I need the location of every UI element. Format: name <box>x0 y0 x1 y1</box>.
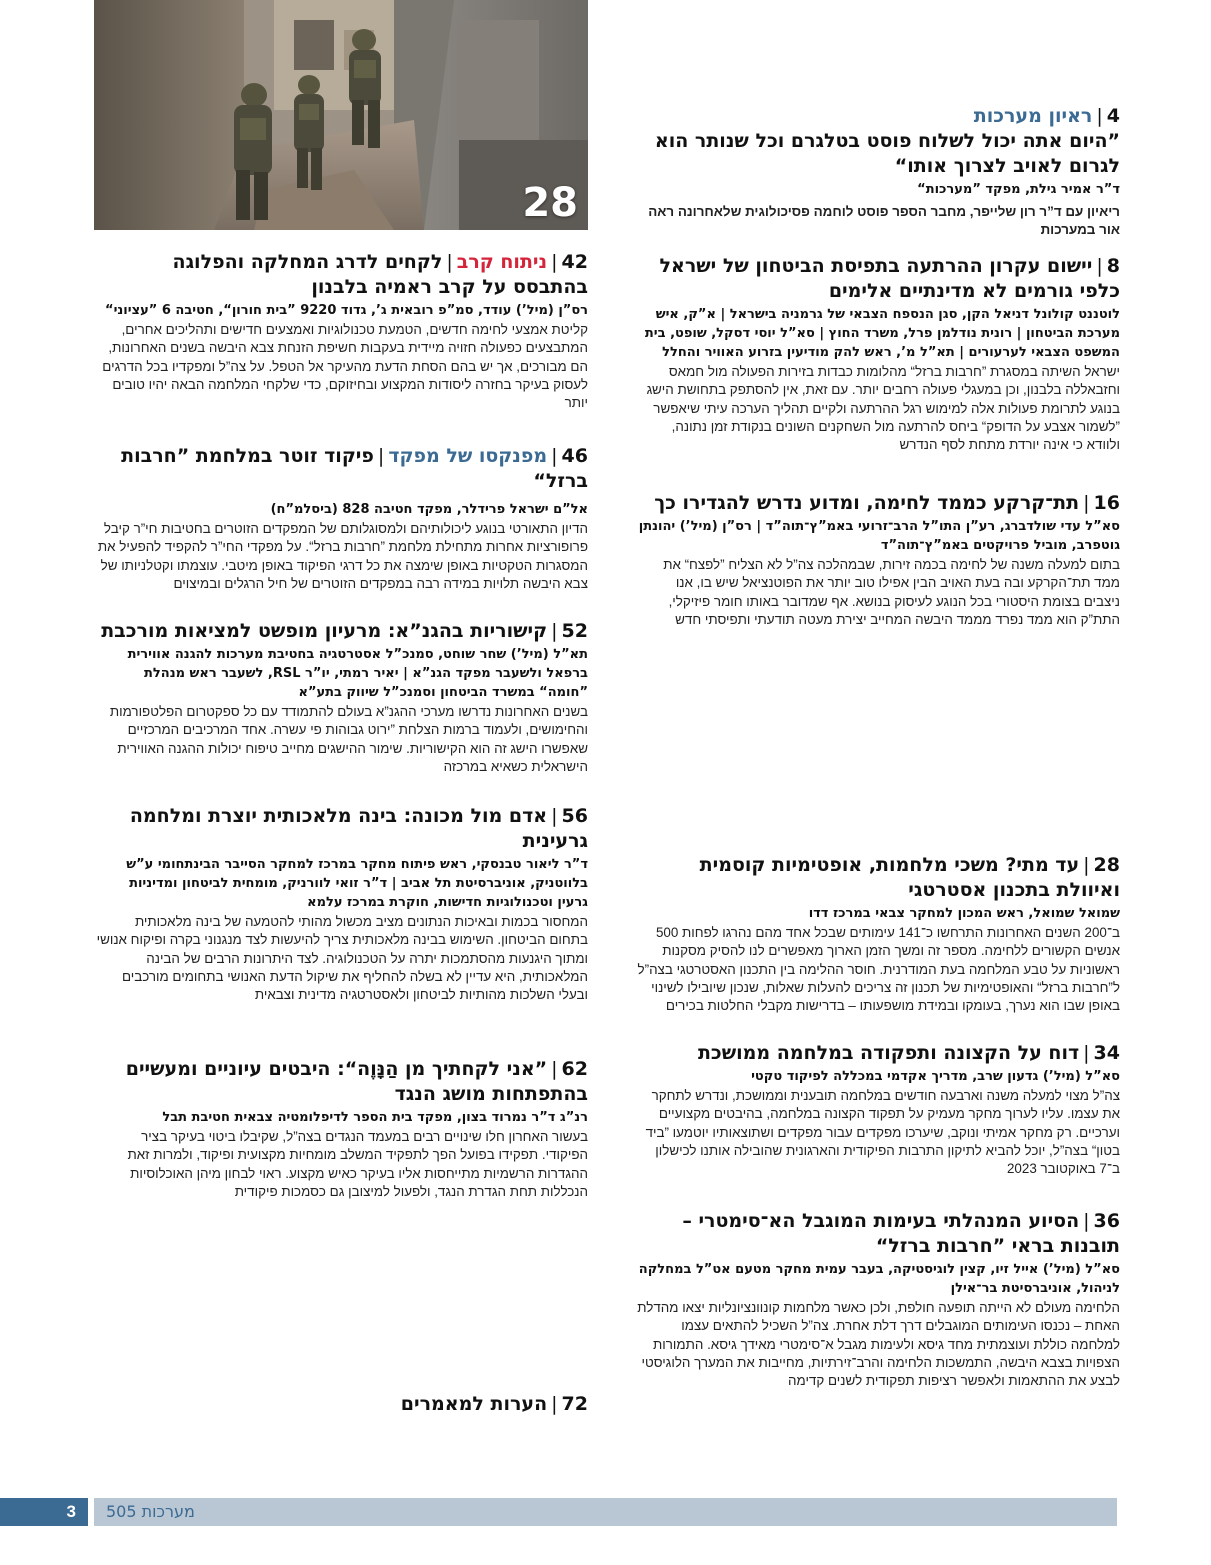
entry-category: ניתוח קרב <box>456 251 548 273</box>
toc-entry-72[interactable] <box>96 1392 588 1417</box>
toc-entry-28[interactable] <box>636 853 1120 1015</box>
toc-right-column <box>636 0 1120 1490</box>
entry-author: רס”ן (מיל’) עודד, סמ”פ רובאית ג’, גדוד 9220 ”בית חורון“, חטיבה 6 ”עציוני“ <box>105 303 588 318</box>
entry-title <box>96 250 588 300</box>
photo-page-number: 28 <box>522 180 578 226</box>
separator: | <box>551 805 558 827</box>
entry-page-number: 36 <box>1093 1210 1120 1232</box>
entry-title <box>96 444 588 494</box>
entry-title: ”היום אתה יכול לשלוח פוסט בטלגרם וכל שנותר הוא לגרום לאויב לצרוך אותו“ <box>654 130 1120 177</box>
separator: | <box>1096 105 1103 127</box>
separator: | <box>551 251 558 273</box>
entry-author: תא”ל (מיל’) שחר שוחט, סמנכ”ל אסטרטגיה בחטיבת מערכות להגנה אווירית ברפאל ולשעבר מפקד הגנ”א | יאיר רמתי, יו”ר RSL, לשעבר ראש מנהלת ”חומה“ במשרד הביטחון וסמנכ”ל שיווק בתע”א <box>127 647 588 700</box>
toc-entry-52[interactable] <box>96 619 588 776</box>
entry-title-text: יישום עקרון ההרתעה בתפיסת הביטחון של ישראל כלפי גורמים לא מדינתיים אלימים <box>659 255 1120 302</box>
page-number-box <box>0 1498 88 1526</box>
entry-title <box>636 254 1120 304</box>
toc-entry-16[interactable] <box>636 491 1120 629</box>
entry-title-text: קישוריות בהגנ”א: מרעיון מופשט למציאות מורכבת <box>101 620 548 642</box>
entry-description: הלחימה מעולם לא הייתה תופעה חולפת, ולכן כאשר מלחמות קונוונציונליות יצאו מהדלת האחת – נכנסו העימותים המוגבלים דרך דלת אחרת. צה”ל השכיל להתאים עצמו למלחמה כוללת ועוצמתית מחד גיסא ולעימות מגבל א־סימטרי מאידך גיסא. התמורות הצפויות בצבא היבשה, התמשכות הלחימה והרב־זירתיות, מחייבות את המערך הלוגיסטי לבצע את ההתאמות ולאפשר רציפות תפקודית לשנים קדימה <box>637 1300 1120 1389</box>
entry-author: לוטננט קולונל דניאל הקן, סגן הנספח הצבאי של גרמניה בישראל | א”ק, איש מערכת הביטחון | רונית נודלמן פרל, משרד החוץ | סא”ל יוסי דסקל, שופט, בית המשפט הצבאי לערעורים | תא”ל מ’, ראש להק מודיעין בזרוע האוויר והחלל <box>644 307 1120 360</box>
entry-page-number: 52 <box>561 620 588 642</box>
separator: | <box>1083 1210 1090 1232</box>
separator: | <box>1096 255 1103 277</box>
entry-page-number: 56 <box>561 805 588 827</box>
entry-author: ד”ר אמיר גילת, מפקד ”מערכות“ <box>917 182 1120 197</box>
entry-description: בשנים האחרונות נדרשו מערכי ההגנ”א בעולם להתמודד עם כל ספקטרום הפלטפורמות והחימושים, ולעמוד ברמות הצלחת ”ירוט גבוהות פי עשרה. אחד המרכיבים המרכזיים שאפשרו הישג זה הוא הקישוריות. שימור ההישגים מחייב טיפוח יכולות ההגנה האווירית הישראלית כשאיא במרכזה <box>109 704 588 774</box>
entry-page-number: 62 <box>561 1058 588 1080</box>
entry-description: ישראל השיתה במסגרת ”חרבות ברזל“ מהלומות כבדות בזירות הפעולה מול חמאס וחזבאללה בלבנון, וכן במעגלי פעולה רחבים יותר. עם זאת, אין להסתפק בתחושת הישג בנוגע לתרומת פעולות אלה למימוש רגל ההרתעה ולקיים תהליך הערכה עיתי שיאפשר ”לשמור אצבע על הדופק“ ביחס להרתעה מול השחקנים השונים בנקודת זמן נתונה, ולוודא כי אינה יורדת מתחת לסף הנדרש <box>646 364 1120 453</box>
entry-title-text: פיקוד זוטר במלחמת ”חרבות ברזל“ <box>121 445 588 492</box>
entry-author: סא”ל עדי שולדברג, רע”ן התו”ל הרב־זרועי באמ”ץ־תוה”ד | רס”ן (מיל’) יהונתן גוטפרב, מוביל פרויקטים באמ”ץ־תוה”ד <box>638 519 1120 553</box>
separator: | <box>551 1393 558 1415</box>
entry-title <box>96 1392 588 1417</box>
toc-entry-34[interactable] <box>636 1041 1120 1178</box>
separator: | <box>551 620 558 642</box>
entry-page-number: 16 <box>1093 492 1120 514</box>
toc-entry-62[interactable] <box>96 1057 588 1201</box>
entry-category: מפנקסו של מפקד <box>388 445 548 467</box>
entry-title <box>636 853 1120 903</box>
entry-title-text: עד מתי? משכי מלחמות, אופטימיות קוסמית ואיוולת בתכנון אסטרטגי <box>699 854 1120 901</box>
entry-title-text: הערות למאמרים <box>400 1393 548 1415</box>
entry-title <box>636 491 1120 516</box>
entry-title-text: תת־קרקע כממד לחימה, ומדוע נדרש להגדירו כך <box>654 492 1080 514</box>
entry-page-number: 8 <box>1106 255 1120 277</box>
entry-page-number: 28 <box>1093 854 1120 876</box>
entry-category: ראיון מערכות <box>973 105 1093 127</box>
entry-description: צה”ל מצוי למעלה משנה וארבעה חודשים במלחמה תובענית וממושכת, ונדרש לתחקר את עצמו. עליו לערוך מחקר מעמיק על תפקוד הקצונה במלחמה, בהיבטים מקצועיים וערכיים. רק מחקר אמיתי ונוקב, שיערכו מפקדים עבור מפקדים ושתוצאותיו יוטמעו ”ביד בטון“ בצה”ל, יוכל להביא לתיקון התרבות הפיקודית והארגונית שהובילה אותנו לכישלון ב־7 באוקטובר 2023 <box>645 1088 1120 1177</box>
entry-title <box>636 1041 1120 1066</box>
separator: | <box>1083 854 1090 876</box>
entry-author: ד”ר ליאור טבנסקי, ראש פיתוח מחקר במרכז למחקר הסייבר הבינתחומי ע”ש בלווטניק, אוניברסיטת תל אביב | ד”ר זואי לוורניק, מומחית לביטחון ומדיניות גרעין וטכנולוגיות חדישות, חוקרת במרכז עלמא <box>126 857 588 910</box>
entry-author: רנ”ג ד”ר נמרוד בצון, מפקד בית הספר לדיפלומטיה צבאית חטיבת תבל <box>162 1110 588 1125</box>
entry-author: סא”ל (מיל’) גדעון שרב, מדריך אקדמי במכללה לפיקוד טקטי <box>751 1069 1120 1084</box>
entry-description: בתום למעלה משנה של לחימה בכמה זירות, שבמהלכה צה”ל לא הצליח ”לפצח“ את ממד תת־הקרקע ובה בעת האויב הבין אפילו טוב יותר את הפוטנציאל שיש בו, אנו ניצבים בצומת היסטורי בכל הנוגע לעיסוק בנושא. אף שמדובר באותו חומר פיזיקלי, התת”ק הוא ממד נפרד מממד היבשה המחייב יצירת מעטה תודעתי ותפיסתי חדש <box>663 557 1120 627</box>
entry-description: הדיון התאורטי בנוגע ליכולותיהם ולמסוגלותם של המפקדים הזוטרים בחטיבות חי”ר קיבל פרופורציות אחרות מתחילת מלחמת ”חרבות ברזל“. על מפקדי החי”ר להקפיד להפעיל את המסגרות הטקטיות באופן שימצה את כל דרגי הפיקוד באופן מיטבי. עוצמתו וקטלניותו של צבא היבשה תלויות במידה רבה במפקדים הזוטרים של חיל הרגלים ובמיצוים <box>97 521 588 591</box>
separator: | <box>1083 1042 1090 1064</box>
page-footer <box>0 1498 1117 1526</box>
toc-entry-46[interactable] <box>96 444 588 593</box>
toc-entry-8[interactable] <box>636 254 1120 454</box>
toc-entry-42[interactable] <box>96 250 588 412</box>
entry-description: המחסור בכמות ובאיכות הנתונים מציב מכשול מהותי להטמעה של בינה מלאכותית בתחום הביטחון. השימוש בבינה מלאכותית צריך להיעשות לצד מנגנוני בקרה ופיקוח אנושי ומתוך היגנעות מהסתמכות יתרה על הטכנולוגיה. לצד היתרונות הרבים של הבינה המלאכותית, היא עדיין לא בשלה להחליף את שיקול הדעת האנושי בתחומים מורכבים ובעלי השלכות מהותיות לביטחון ולאסטרטגיה מדינית וצבאית <box>96 914 588 1003</box>
entry-title-text: ”אני לקחתיך מן הַנָּוֶה“: היבטים עיוניים ומעשיים בהתפתחות מושג הנגד <box>125 1058 588 1105</box>
entry-title-text: דוח על הקצונה ותפקודה במלחמה ממושכת <box>697 1042 1080 1064</box>
separator: | <box>551 1058 558 1080</box>
entry-title <box>96 1057 588 1107</box>
entry-title-text: לקחים לדרג המחלקה והפלוגה בהתבסס על קרב ראמיה בלבנון <box>172 251 588 298</box>
entry-title <box>96 804 588 854</box>
entry-title <box>636 1209 1120 1259</box>
footer-bar <box>94 1498 1117 1526</box>
toc-entry-36[interactable] <box>636 1209 1120 1390</box>
entry-heading <box>636 104 1120 129</box>
entry-author: סא”ל (מיל’) אייל זיו, קצין לוגיסטיקה, בעבר עמית מחקר מטעם אט”ל במחלקה לניהול, אוניברסיטת בר־אילן <box>638 1262 1120 1296</box>
separator: | <box>377 445 385 467</box>
entry-author: שמואל שמואל, ראש המכון למחקר צבאי במרכז דדו <box>808 906 1120 921</box>
toc-entry-4[interactable] <box>636 104 1120 240</box>
separator: | <box>1083 492 1090 514</box>
entry-page-number: 34 <box>1093 1042 1120 1064</box>
separator: | <box>446 251 453 273</box>
entry-page-number: 72 <box>561 1393 588 1415</box>
toc-entry-56[interactable] <box>96 804 588 1004</box>
separator: | <box>551 445 558 467</box>
entry-description: קליטת אמצעי לחימה חדשים, הטמעת טכנולוגיות ואמצעים חדישים ותהליכים אחרים, המתבצעים כפעולה חזויה מיידית בעקבות חשיפת הזנחת צבא היבשה בשנים האחרונות, הם מבורכים, אך יש בהם הסחת הדעת מהעיקר אל הטפל. על צה”ל ומפקדיו בכל הדרגים לעסוק בעיקר בחזרה ליסודות המקצוע ובחיזוקם, כדי שלקחי המלחמה הבאה יהיו טובים יותר <box>102 322 588 411</box>
entry-author: אל”ם ישראל פרידלר, מפקד חטיבה 828 (ביסלמ”ח) <box>270 502 588 517</box>
entry-description: בעשור האחרון חלו שינויים רבים במעמד הנגדים בצה”ל, שקיבלו ביטוי בעיקר בציר הפיקודי. תפקידו בפועל הפך לתפקיד המשלב מומחיות מקצועית ופיקוד, ולמרות זאת ההגדרות הרשמיות מתייחסות אליו בעיקר כאיש מקצוע. ראוי לבחון מיהן האוכלוסיות הנכללות תחת הגדרת הנגד, ולפעול למיצובן גם כסמכות פיקודית <box>127 1129 588 1199</box>
entry-description: ב־200 השנים האחרונות התרחשו כ־141 עימותים שבכל אחד מהם נהרגו לפחות 500 אנשים הקשורים ללחימה. מספר זה ומשך הזמן הארוך מאפשרים לנו להסיק מסקנות ראשוניות על טבע המלחמה בעת המודרנית. חוסר ההלימה בין התכנון האסטרטגי בצה”ל ל”חרבות ברזל“ והאופטימיות של תכנון זה צריכים להעלות שאלות, שנכון שיובילו לשינוי באופן שבו הוא נערך, בעומקו ובמידת מושפעותו – בדרישות מקבלי החלטות בכירים <box>637 925 1120 1014</box>
page-number: 3 <box>66 1502 76 1521</box>
entry-page-number: 4 <box>1106 105 1120 127</box>
entry-description: ריאיון עם ד”ר רון שלייפר, מחבר הספר פוסט לוחמה פסיכולוגית שלאחרונה ראה אור במערכות <box>648 204 1120 238</box>
entry-title-text: הסיוע המנהלתי בעימות המוגבל הא־סימטרי – תובנות בראי ”חרבות ברזל“ <box>682 1210 1120 1257</box>
entry-title <box>96 619 588 644</box>
toc-left-column <box>96 0 588 1490</box>
entry-title-text: אדם מול מכונה: בינה מלאכותית יוצרת ומלחמה גרעינית <box>129 805 588 852</box>
magazine-name: מערכות 505 <box>106 1502 195 1521</box>
entry-page-number: 42 <box>561 251 588 273</box>
entry-page-number: 46 <box>561 445 588 467</box>
